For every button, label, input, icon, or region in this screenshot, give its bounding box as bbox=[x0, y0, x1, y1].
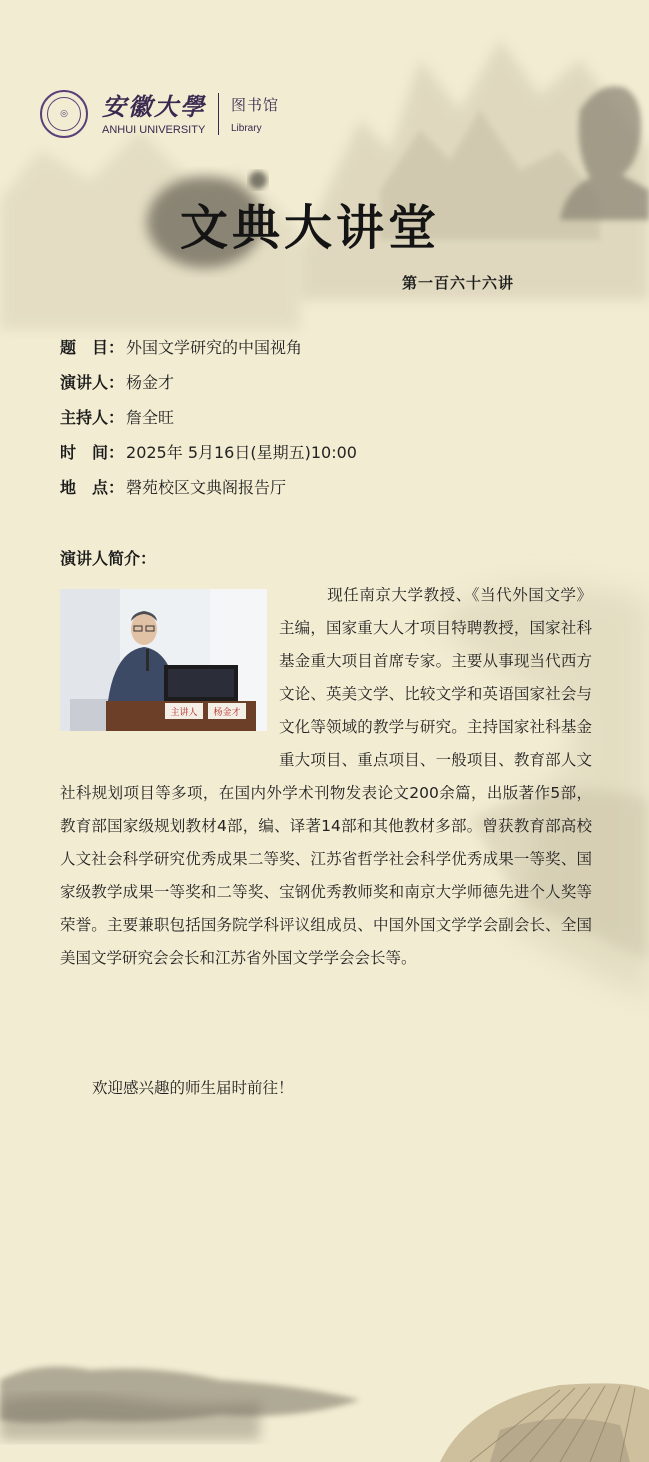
info-value: 磬苑校区文典阁报告厅 bbox=[126, 478, 287, 497]
logo-divider bbox=[218, 93, 219, 135]
photo-sign-speaker: 杨金才 bbox=[213, 708, 241, 718]
library-name-en: Library bbox=[231, 123, 262, 134]
info-label: 时 间： bbox=[60, 443, 125, 462]
info-value: 杨金才 bbox=[126, 373, 175, 392]
photo-float-spacer bbox=[60, 579, 279, 745]
info-value: 詹全旺 bbox=[126, 408, 175, 427]
welcome-message: 欢迎感兴趣的师生届时前往！ bbox=[92, 1079, 294, 1097]
university-logo bbox=[40, 90, 279, 138]
info-value: 2025年 5月16日(星期五)10:00 bbox=[126, 443, 357, 462]
info-row-time bbox=[60, 435, 357, 470]
info-value: 外国文学研究的中国视角 bbox=[126, 338, 303, 357]
speaker-bio bbox=[60, 579, 592, 975]
info-row-speaker bbox=[60, 365, 357, 400]
info-row-host bbox=[60, 400, 357, 435]
info-row-topic bbox=[60, 330, 357, 365]
info-label: 题 目： bbox=[60, 338, 125, 357]
info-label: 主持人： bbox=[60, 408, 125, 427]
lecture-series-number: 第一百六十六讲 bbox=[402, 274, 515, 292]
event-info bbox=[60, 330, 357, 505]
university-seal-icon: ◎ bbox=[40, 90, 88, 138]
speaker-bio-text: 现任南京大学教授、《当代外国文学》主编，国家重大人才项目特聘教授，国家社科基金重大项目首席专家。主要从事现当代西方文论、英美文学、比较文学和英语国家社会与文化等领域的教学与研究。主持国家社科基金重大项目、重点项目、一般项目、教育部人文社科规划项目等多项，在国内外学术刊物发表论文200余篇，出版著作5部，教育部国家级规划教材4部，编、译著14部和其他教材多部。曾获教育部高校人文社会科学研究优秀成果二等奖、江苏省哲学社会科学优秀成果一等奖、国家级教学成果一等奖和二等奖、宝钢优秀教师奖和南京大学师德先进个人奖等荣誉。主要兼职包括国务院学科评议组成员、中国外国文学学会副会长、全国美国文学研究会会长和江苏省外国文学学会会长等。 bbox=[60, 586, 592, 967]
info-label: 演讲人： bbox=[60, 373, 125, 392]
library-name bbox=[231, 94, 279, 134]
speaker-intro-heading: 演讲人简介： bbox=[60, 549, 157, 568]
event-title: 文典大讲堂 bbox=[180, 200, 441, 256]
folding-fan-decoration bbox=[440, 1383, 649, 1462]
library-name-cn: 图书馆 bbox=[231, 96, 280, 114]
university-name-en: ANHUI UNIVERSITY bbox=[102, 123, 206, 136]
info-row-location bbox=[60, 470, 357, 505]
university-name bbox=[102, 93, 206, 136]
university-name-cn: 安徽大學 bbox=[102, 91, 206, 121]
info-label: 地 点： bbox=[60, 478, 125, 497]
photo-sign-host: 主讲人 bbox=[170, 708, 198, 718]
